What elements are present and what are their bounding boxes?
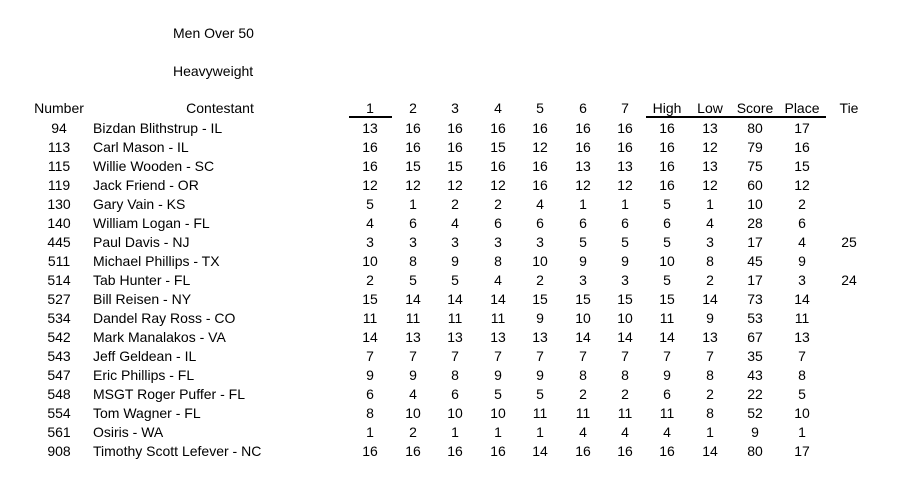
cell-judge-6: 10 — [575, 310, 591, 326]
cell-judge-1: 1 — [366, 424, 374, 440]
cell-high: 11 — [659, 405, 675, 421]
table-row — [0, 177, 919, 196]
cell-contestant: Jack Friend - OR — [93, 177, 199, 193]
header-score: Score — [736, 100, 774, 116]
cell-judge-5: 14 — [532, 443, 548, 459]
cell-low: 13 — [702, 120, 718, 136]
cell-judge-7: 10 — [617, 310, 633, 326]
cell-score: 79 — [747, 139, 763, 155]
cell-judge-2: 8 — [409, 253, 417, 269]
cell-judge-3: 16 — [447, 120, 463, 136]
table-row — [0, 196, 919, 215]
cell-judge-6: 11 — [575, 405, 591, 421]
cell-judge-4: 12 — [490, 177, 506, 193]
cell-judge-5: 4 — [536, 196, 544, 212]
cell-tie: 24 — [841, 272, 857, 288]
cell-judge-6: 13 — [575, 158, 591, 174]
cell-high: 5 — [663, 196, 671, 212]
cell-place: 11 — [794, 310, 810, 326]
cell-judge-2: 16 — [405, 443, 421, 459]
cell-judge-5: 6 — [536, 215, 544, 231]
cell-high: 14 — [659, 329, 675, 345]
cell-judge-2: 15 — [405, 158, 421, 174]
page-title: Men Over 50 — [173, 25, 254, 41]
cell-contestant: Eric Phillips - FL — [93, 367, 195, 383]
cell-judge-1: 10 — [362, 253, 378, 269]
cell-score: 17 — [747, 272, 763, 288]
table-row — [0, 405, 919, 424]
cell-judge-2: 9 — [409, 367, 417, 383]
cell-judge-4: 2 — [494, 196, 502, 212]
cell-judge-7: 2 — [621, 386, 629, 402]
cell-judge-1: 7 — [366, 348, 374, 364]
cell-judge-1: 3 — [366, 234, 374, 250]
cell-number: 115 — [47, 158, 71, 174]
cell-judge-2: 10 — [405, 405, 421, 421]
cell-contestant: Tom Wagner - FL — [93, 405, 201, 421]
cell-low: 14 — [702, 443, 718, 459]
cell-judge-4: 15 — [490, 139, 506, 155]
cell-judge-2: 11 — [405, 310, 421, 326]
cell-judge-5: 1 — [536, 424, 544, 440]
cell-score: 43 — [747, 367, 763, 383]
cell-place: 9 — [798, 253, 806, 269]
cell-judge-1: 2 — [366, 272, 374, 288]
cell-judge-4: 4 — [494, 272, 502, 288]
cell-low: 1 — [706, 196, 714, 212]
cell-judge-3: 9 — [451, 253, 459, 269]
header-judge-7: 7 — [621, 100, 629, 116]
cell-judge-6: 2 — [579, 386, 587, 402]
cell-judge-2: 16 — [405, 139, 421, 155]
cell-judge-1: 16 — [362, 158, 378, 174]
header-judge-6: 6 — [579, 100, 587, 116]
cell-judge-1: 14 — [362, 329, 378, 345]
cell-judge-4: 11 — [490, 310, 506, 326]
table-row — [0, 234, 919, 253]
header-judge-3: 3 — [451, 100, 459, 116]
judge-1-underline — [349, 116, 392, 118]
cell-low: 4 — [706, 215, 714, 231]
cell-judge-1: 15 — [362, 291, 378, 307]
cell-judge-6: 16 — [575, 443, 591, 459]
cell-score: 53 — [747, 310, 763, 326]
cell-high: 9 — [663, 367, 671, 383]
header-number: Number — [34, 100, 84, 116]
cell-judge-4: 8 — [494, 253, 502, 269]
cell-judge-6: 12 — [575, 177, 591, 193]
cell-judge-3: 4 — [451, 215, 459, 231]
cell-high: 6 — [663, 215, 671, 231]
cell-place: 5 — [798, 386, 806, 402]
cell-judge-6: 7 — [579, 348, 587, 364]
cell-low: 13 — [702, 329, 718, 345]
table-row — [0, 291, 919, 310]
cell-judge-1: 6 — [366, 386, 374, 402]
cell-score: 10 — [747, 196, 763, 212]
header-judge-1: 1 — [366, 100, 374, 116]
cell-contestant: Dandel Ray Ross - CO — [93, 310, 236, 326]
table-row — [0, 253, 919, 272]
cell-contestant: Paul Davis - NJ — [93, 234, 190, 250]
header-judge-2: 2 — [409, 100, 417, 116]
header-high: High — [652, 100, 682, 116]
cell-score: 80 — [747, 443, 763, 459]
cell-judge-3: 10 — [447, 405, 463, 421]
cell-judge-7: 6 — [621, 215, 629, 231]
cell-low: 1 — [706, 424, 714, 440]
cell-judge-1: 4 — [366, 215, 374, 231]
header-tie: Tie — [839, 100, 859, 116]
cell-judge-1: 16 — [362, 443, 378, 459]
cell-low: 2 — [706, 386, 714, 402]
cell-judge-5: 10 — [532, 253, 548, 269]
cell-place: 4 — [798, 234, 806, 250]
cell-judge-7: 16 — [617, 443, 633, 459]
header-low: Low — [697, 100, 723, 116]
cell-judge-1: 9 — [366, 367, 374, 383]
table-row — [0, 120, 919, 139]
cell-number: 113 — [47, 139, 71, 155]
cell-judge-2: 3 — [409, 234, 417, 250]
cell-high: 16 — [659, 158, 675, 174]
cell-score: 35 — [747, 348, 763, 364]
cell-judge-6: 8 — [579, 367, 587, 383]
cell-judge-7: 12 — [617, 177, 633, 193]
cell-judge-6: 9 — [579, 253, 587, 269]
cell-number: 542 — [47, 329, 71, 345]
cell-score: 45 — [747, 253, 763, 269]
cell-judge-2: 7 — [409, 348, 417, 364]
table-row — [0, 367, 919, 386]
cell-judge-5: 9 — [536, 367, 544, 383]
cell-judge-2: 4 — [409, 386, 417, 402]
cell-place: 13 — [794, 329, 810, 345]
cell-judge-5: 13 — [532, 329, 548, 345]
cell-score: 73 — [747, 291, 763, 307]
cell-judge-2: 13 — [405, 329, 421, 345]
table-row — [0, 310, 919, 329]
cell-number: 514 — [47, 272, 71, 288]
cell-score: 60 — [747, 177, 763, 193]
cell-contestant: Jeff Geldean - IL — [93, 348, 197, 364]
cell-judge-7: 9 — [621, 253, 629, 269]
cell-high: 5 — [663, 272, 671, 288]
table-row — [0, 139, 919, 158]
cell-judge-2: 14 — [405, 291, 421, 307]
cell-judge-1: 5 — [366, 196, 374, 212]
cell-judge-2: 5 — [409, 272, 417, 288]
cell-judge-4: 5 — [494, 386, 502, 402]
cell-low: 14 — [702, 291, 718, 307]
cell-judge-5: 16 — [532, 158, 548, 174]
cell-contestant: William Logan - FL — [93, 215, 210, 231]
cell-place: 6 — [798, 215, 806, 231]
cell-judge-5: 16 — [532, 120, 548, 136]
cell-judge-7: 13 — [617, 158, 633, 174]
cell-contestant: Bill Reisen - NY — [93, 291, 192, 307]
cell-contestant: Timothy Scott Lefever - NC — [93, 443, 262, 459]
cell-score: 22 — [747, 386, 763, 402]
cell-place: 12 — [794, 177, 810, 193]
cell-place: 15 — [794, 158, 810, 174]
cell-high: 6 — [663, 386, 671, 402]
cell-judge-3: 15 — [447, 158, 463, 174]
cell-judge-4: 10 — [490, 405, 506, 421]
table-row — [0, 158, 919, 177]
cell-low: 9 — [706, 310, 714, 326]
cell-judge-4: 16 — [490, 158, 506, 174]
cell-judge-7: 1 — [621, 196, 629, 212]
cell-judge-7: 16 — [617, 139, 633, 155]
cell-judge-6: 3 — [579, 272, 587, 288]
cell-judge-3: 7 — [451, 348, 459, 364]
table-row — [0, 443, 919, 462]
cell-number: 130 — [47, 196, 71, 212]
table-row — [0, 329, 919, 348]
cell-score: 80 — [747, 120, 763, 136]
cell-place: 17 — [794, 120, 810, 136]
cell-place: 3 — [798, 272, 806, 288]
cell-judge-4: 16 — [490, 120, 506, 136]
cell-number: 554 — [47, 405, 71, 421]
cell-judge-7: 5 — [621, 234, 629, 250]
cell-number: 445 — [47, 234, 71, 250]
cell-judge-7: 14 — [617, 329, 633, 345]
cell-place: 2 — [798, 196, 806, 212]
cell-score: 9 — [751, 424, 759, 440]
cell-number: 547 — [47, 367, 71, 383]
cell-judge-2: 1 — [409, 196, 417, 212]
cell-judge-1: 12 — [362, 177, 378, 193]
cell-judge-7: 8 — [621, 367, 629, 383]
cell-judge-4: 9 — [494, 367, 502, 383]
cell-judge-6: 6 — [579, 215, 587, 231]
cell-low: 2 — [706, 272, 714, 288]
cell-high: 7 — [663, 348, 671, 364]
cell-score: 67 — [747, 329, 763, 345]
cell-judge-4: 1 — [494, 424, 502, 440]
cell-judge-3: 11 — [447, 310, 463, 326]
cell-judge-7: 3 — [621, 272, 629, 288]
cell-judge-6: 5 — [579, 234, 587, 250]
cell-score: 52 — [747, 405, 763, 421]
cell-judge-4: 16 — [490, 443, 506, 459]
cell-number: 908 — [47, 443, 71, 459]
cell-tie: 25 — [841, 234, 857, 250]
cell-contestant: Willie Wooden - SC — [93, 158, 215, 174]
cell-judge-5: 15 — [532, 291, 548, 307]
cell-number: 543 — [47, 348, 71, 364]
cell-place: 1 — [798, 424, 806, 440]
cell-place: 17 — [794, 443, 810, 459]
cell-low: 8 — [706, 405, 714, 421]
cell-judge-3: 2 — [451, 196, 459, 212]
cell-place: 10 — [794, 405, 810, 421]
cell-place: 14 — [794, 291, 810, 307]
cell-score: 17 — [747, 234, 763, 250]
cell-judge-6: 15 — [575, 291, 591, 307]
cell-contestant: Gary Vain - KS — [93, 196, 186, 212]
cell-high: 15 — [659, 291, 675, 307]
summary-underline — [646, 116, 826, 118]
cell-judge-6: 14 — [575, 329, 591, 345]
cell-judge-4: 6 — [494, 215, 502, 231]
cell-number: 140 — [47, 215, 71, 231]
cell-place: 7 — [798, 348, 806, 364]
cell-judge-3: 8 — [451, 367, 459, 383]
cell-judge-5: 11 — [532, 405, 548, 421]
cell-low: 7 — [706, 348, 714, 364]
cell-low: 8 — [706, 253, 714, 269]
cell-judge-7: 16 — [617, 120, 633, 136]
cell-judge-5: 7 — [536, 348, 544, 364]
cell-number: 527 — [47, 291, 71, 307]
cell-judge-6: 16 — [575, 120, 591, 136]
cell-judge-6: 1 — [579, 196, 587, 212]
cell-judge-4: 13 — [490, 329, 506, 345]
table-row — [0, 348, 919, 367]
cell-low: 13 — [702, 158, 718, 174]
cell-contestant: Bizdan Blithstrup - IL — [93, 120, 223, 136]
cell-place: 8 — [798, 367, 806, 383]
cell-number: 534 — [47, 310, 71, 326]
page-subtitle: Heavyweight — [173, 63, 254, 79]
cell-judge-3: 12 — [447, 177, 463, 193]
cell-high: 11 — [659, 310, 675, 326]
cell-judge-4: 3 — [494, 234, 502, 250]
cell-judge-2: 16 — [405, 120, 421, 136]
cell-contestant: MSGT Roger Puffer - FL — [93, 386, 245, 402]
cell-high: 4 — [663, 424, 671, 440]
cell-judge-5: 3 — [536, 234, 544, 250]
cell-judge-2: 6 — [409, 215, 417, 231]
cell-contestant: Carl Mason - IL — [93, 139, 189, 155]
cell-judge-6: 4 — [579, 424, 587, 440]
cell-contestant: Mark Manalakos - VA — [93, 329, 226, 345]
cell-judge-3: 1 — [451, 424, 459, 440]
cell-low: 12 — [702, 177, 718, 193]
cell-contestant: Osiris - WA — [93, 424, 164, 440]
cell-judge-4: 14 — [490, 291, 506, 307]
cell-low: 8 — [706, 367, 714, 383]
cell-judge-7: 7 — [621, 348, 629, 364]
cell-contestant: Michael Phillips - TX — [93, 253, 220, 269]
table-row — [0, 272, 919, 291]
table-row — [0, 215, 919, 234]
cell-number: 561 — [47, 424, 71, 440]
cell-high: 10 — [659, 253, 675, 269]
cell-judge-4: 7 — [494, 348, 502, 364]
cell-contestant: Tab Hunter - FL — [93, 272, 191, 288]
cell-judge-1: 16 — [362, 139, 378, 155]
cell-judge-3: 3 — [451, 234, 459, 250]
cell-place: 16 — [794, 139, 810, 155]
cell-number: 511 — [47, 253, 71, 269]
cell-low: 12 — [702, 139, 718, 155]
cell-judge-7: 4 — [621, 424, 629, 440]
header-place: Place — [784, 100, 820, 116]
header-contestant: Contestant — [186, 100, 254, 116]
cell-judge-6: 16 — [575, 139, 591, 155]
cell-high: 16 — [659, 177, 675, 193]
header-judge-5: 5 — [536, 100, 544, 116]
cell-judge-1: 11 — [362, 310, 378, 326]
cell-judge-5: 5 — [536, 386, 544, 402]
header-judge-4: 4 — [494, 100, 502, 116]
cell-judge-1: 8 — [366, 405, 374, 421]
cell-judge-5: 16 — [532, 177, 548, 193]
table-row — [0, 386, 919, 405]
cell-number: 94 — [51, 120, 67, 136]
cell-high: 16 — [659, 120, 675, 136]
cell-low: 3 — [706, 234, 714, 250]
cell-judge-1: 13 — [362, 120, 378, 136]
cell-judge-2: 12 — [405, 177, 421, 193]
table-row — [0, 424, 919, 443]
cell-judge-3: 16 — [447, 443, 463, 459]
cell-judge-5: 2 — [536, 272, 544, 288]
cell-judge-3: 14 — [447, 291, 463, 307]
cell-judge-7: 15 — [617, 291, 633, 307]
cell-judge-2: 2 — [409, 424, 417, 440]
cell-score: 28 — [747, 215, 763, 231]
cell-score: 75 — [747, 158, 763, 174]
cell-high: 5 — [663, 234, 671, 250]
cell-number: 548 — [47, 386, 71, 402]
cell-high: 16 — [659, 443, 675, 459]
cell-number: 119 — [47, 177, 71, 193]
cell-judge-3: 6 — [451, 386, 459, 402]
cell-judge-7: 11 — [617, 405, 633, 421]
cell-judge-3: 13 — [447, 329, 463, 345]
cell-judge-3: 5 — [451, 272, 459, 288]
cell-high: 16 — [659, 139, 675, 155]
cell-judge-3: 16 — [447, 139, 463, 155]
cell-judge-5: 12 — [532, 139, 548, 155]
cell-judge-5: 9 — [536, 310, 544, 326]
